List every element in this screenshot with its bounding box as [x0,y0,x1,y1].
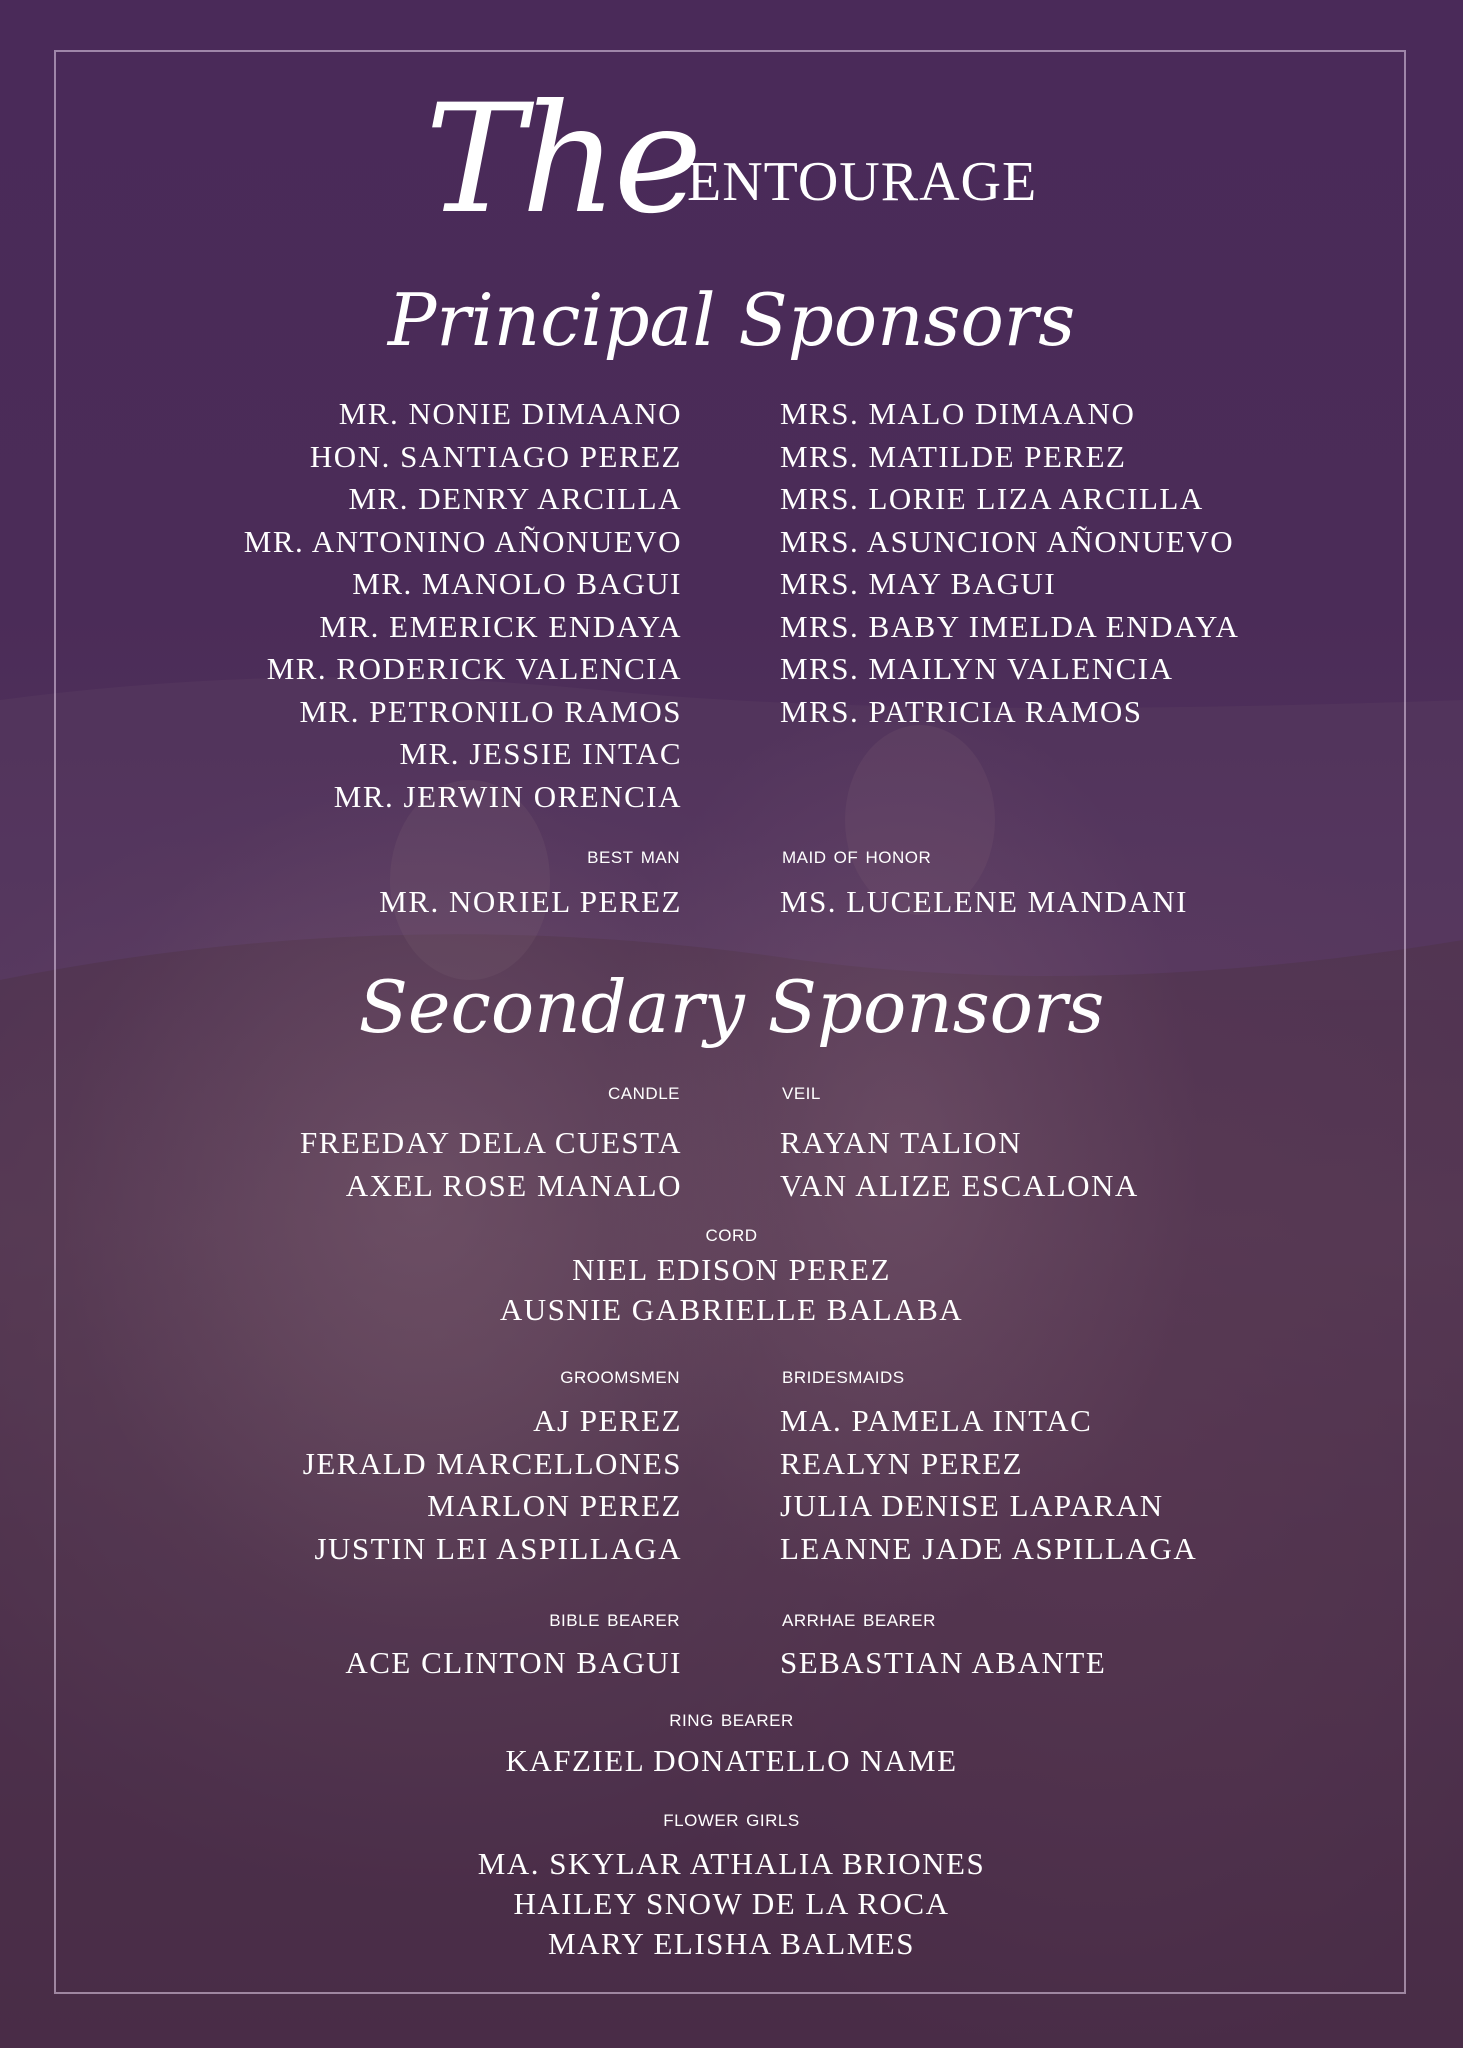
cord-sponsor-name: AUSNIE GABRIELLE BALABA [499,1292,964,1327]
groomsman-name: JUSTIN LEI ASPILLAGA [314,1530,682,1566]
principal-sponsor-name: MR. MANOLO BAGUI [352,566,682,601]
bible-bearer-label: bible bearer [549,1605,680,1632]
candle-label: candle [608,1078,680,1105]
candle-sponsor-name: AXEL ROSE MANALO [345,1167,682,1203]
groomsmen-label: groomsmen [560,1362,680,1389]
bridesmaids-list [780,1400,1197,1570]
bridesmaid-name: LEANNE JADE ASPILLAGA [780,1530,1198,1566]
flower-girls-list [0,1844,1463,1964]
principal-sponsor-name: MR. RODERICK VALENCIA [266,651,682,686]
best-man-label: best man [587,842,680,869]
flower-girl-name: MARY ELISHA BALMES [548,1926,915,1961]
principal-sponsor-name: MR. PETRONILO RAMOS [299,693,682,729]
flower-girl-name: HAILEY SNOW DE LA ROCA [513,1886,950,1921]
principal-sponsor-name: MR. DENRY ARCILLA [348,481,682,516]
arrhae-bearer-name: SEBASTIAN ABANTE [780,1645,1107,1680]
principal-sponsor-name: MR. NONIE DIMAANO [338,396,682,431]
bridesmaid-name: REALYN PEREZ [780,1445,1024,1481]
candle-sponsors [300,1122,682,1207]
cord-label: cord [705,1220,758,1247]
bible-bearer-name: ACE CLINTON BAGUI [345,1645,682,1680]
title-caps: ENTOURAGE [687,151,1038,213]
ring-bearer-label: ring bearer [669,1705,794,1732]
veil-sponsor-name: RAYAN TALION [780,1125,1023,1160]
candle-sponsor-name: FREEDAY DELA CUESTA [300,1125,682,1160]
cord-sponsors [0,1250,1463,1330]
secondary-sponsors-heading: Secondary Sponsors [358,965,1105,1049]
groomsman-name: AJ PEREZ [533,1403,682,1438]
principal-sponsor-name: HON. SANTIAGO PEREZ [309,438,682,474]
principal-sponsor-name: MRS. MALO DIMAANO [780,396,1136,431]
principal-sponsors-heading: Principal Sponsors [387,278,1076,362]
veil-label: veil [782,1078,821,1105]
best-man-name: MR. NORIEL PEREZ [379,884,682,919]
groomsman-name: MARLON PEREZ [427,1488,682,1523]
groomsman-name: JERALD MARCELLONES [302,1445,682,1481]
groomsmen-list [303,1400,682,1570]
flower-girls-label: flower girls [663,1805,800,1832]
veil-sponsors [780,1122,1139,1207]
principal-sponsor-name: MR. EMERICK ENDAYA [319,608,682,644]
flower-girl-name: MA. SKYLAR ATHALIA BRIONES [477,1846,986,1881]
principal-sponsor-name: MR. ANTONINO AÑONUEVO [243,523,682,559]
principal-sponsor-name: MRS. ASUNCION AÑONUEVO [780,523,1235,559]
principal-sponsors-left-column [244,393,682,818]
bridesmaid-name: JULIA DENISE LAPARAN [780,1488,1164,1523]
title-script: The [425,73,699,247]
maid-of-honor-label: maid of honor [782,842,932,869]
principal-sponsor-name: MRS. MATILDE PEREZ [780,438,1127,474]
principal-sponsor-name: MR. JERWIN ORENCIA [333,778,682,814]
bridesmaids-label: bridesmaids [782,1362,905,1389]
principal-sponsor-name: MRS. BABY IMELDA ENDAYA [780,608,1240,644]
cord-sponsor-name: NIEL EDISON PEREZ [572,1252,891,1287]
ring-bearer-name: KAFZIEL DONATELLO NAME [505,1743,958,1778]
principal-sponsor-name: MRS. PATRICIA RAMOS [780,693,1143,729]
principal-sponsor-name: MRS. MAY BAGUI [780,566,1057,601]
arrhae-bearer-label: arrhae bearer [782,1605,936,1632]
principal-sponsor-name: MRS. MAILYN VALENCIA [780,651,1174,686]
maid-of-honor-name: MS. LUCELENE MANDANI [780,884,1189,919]
title [0,60,1463,260]
principal-sponsor-name: MR. JESSIE INTAC [399,736,682,771]
bridesmaid-name: MA. PAMELA INTAC [780,1403,1093,1438]
veil-sponsor-name: VAN ALIZE ESCALONA [780,1167,1139,1203]
principal-sponsors-right-column [780,393,1239,733]
principal-sponsor-name: MRS. LORIE LIZA ARCILLA [780,481,1204,516]
